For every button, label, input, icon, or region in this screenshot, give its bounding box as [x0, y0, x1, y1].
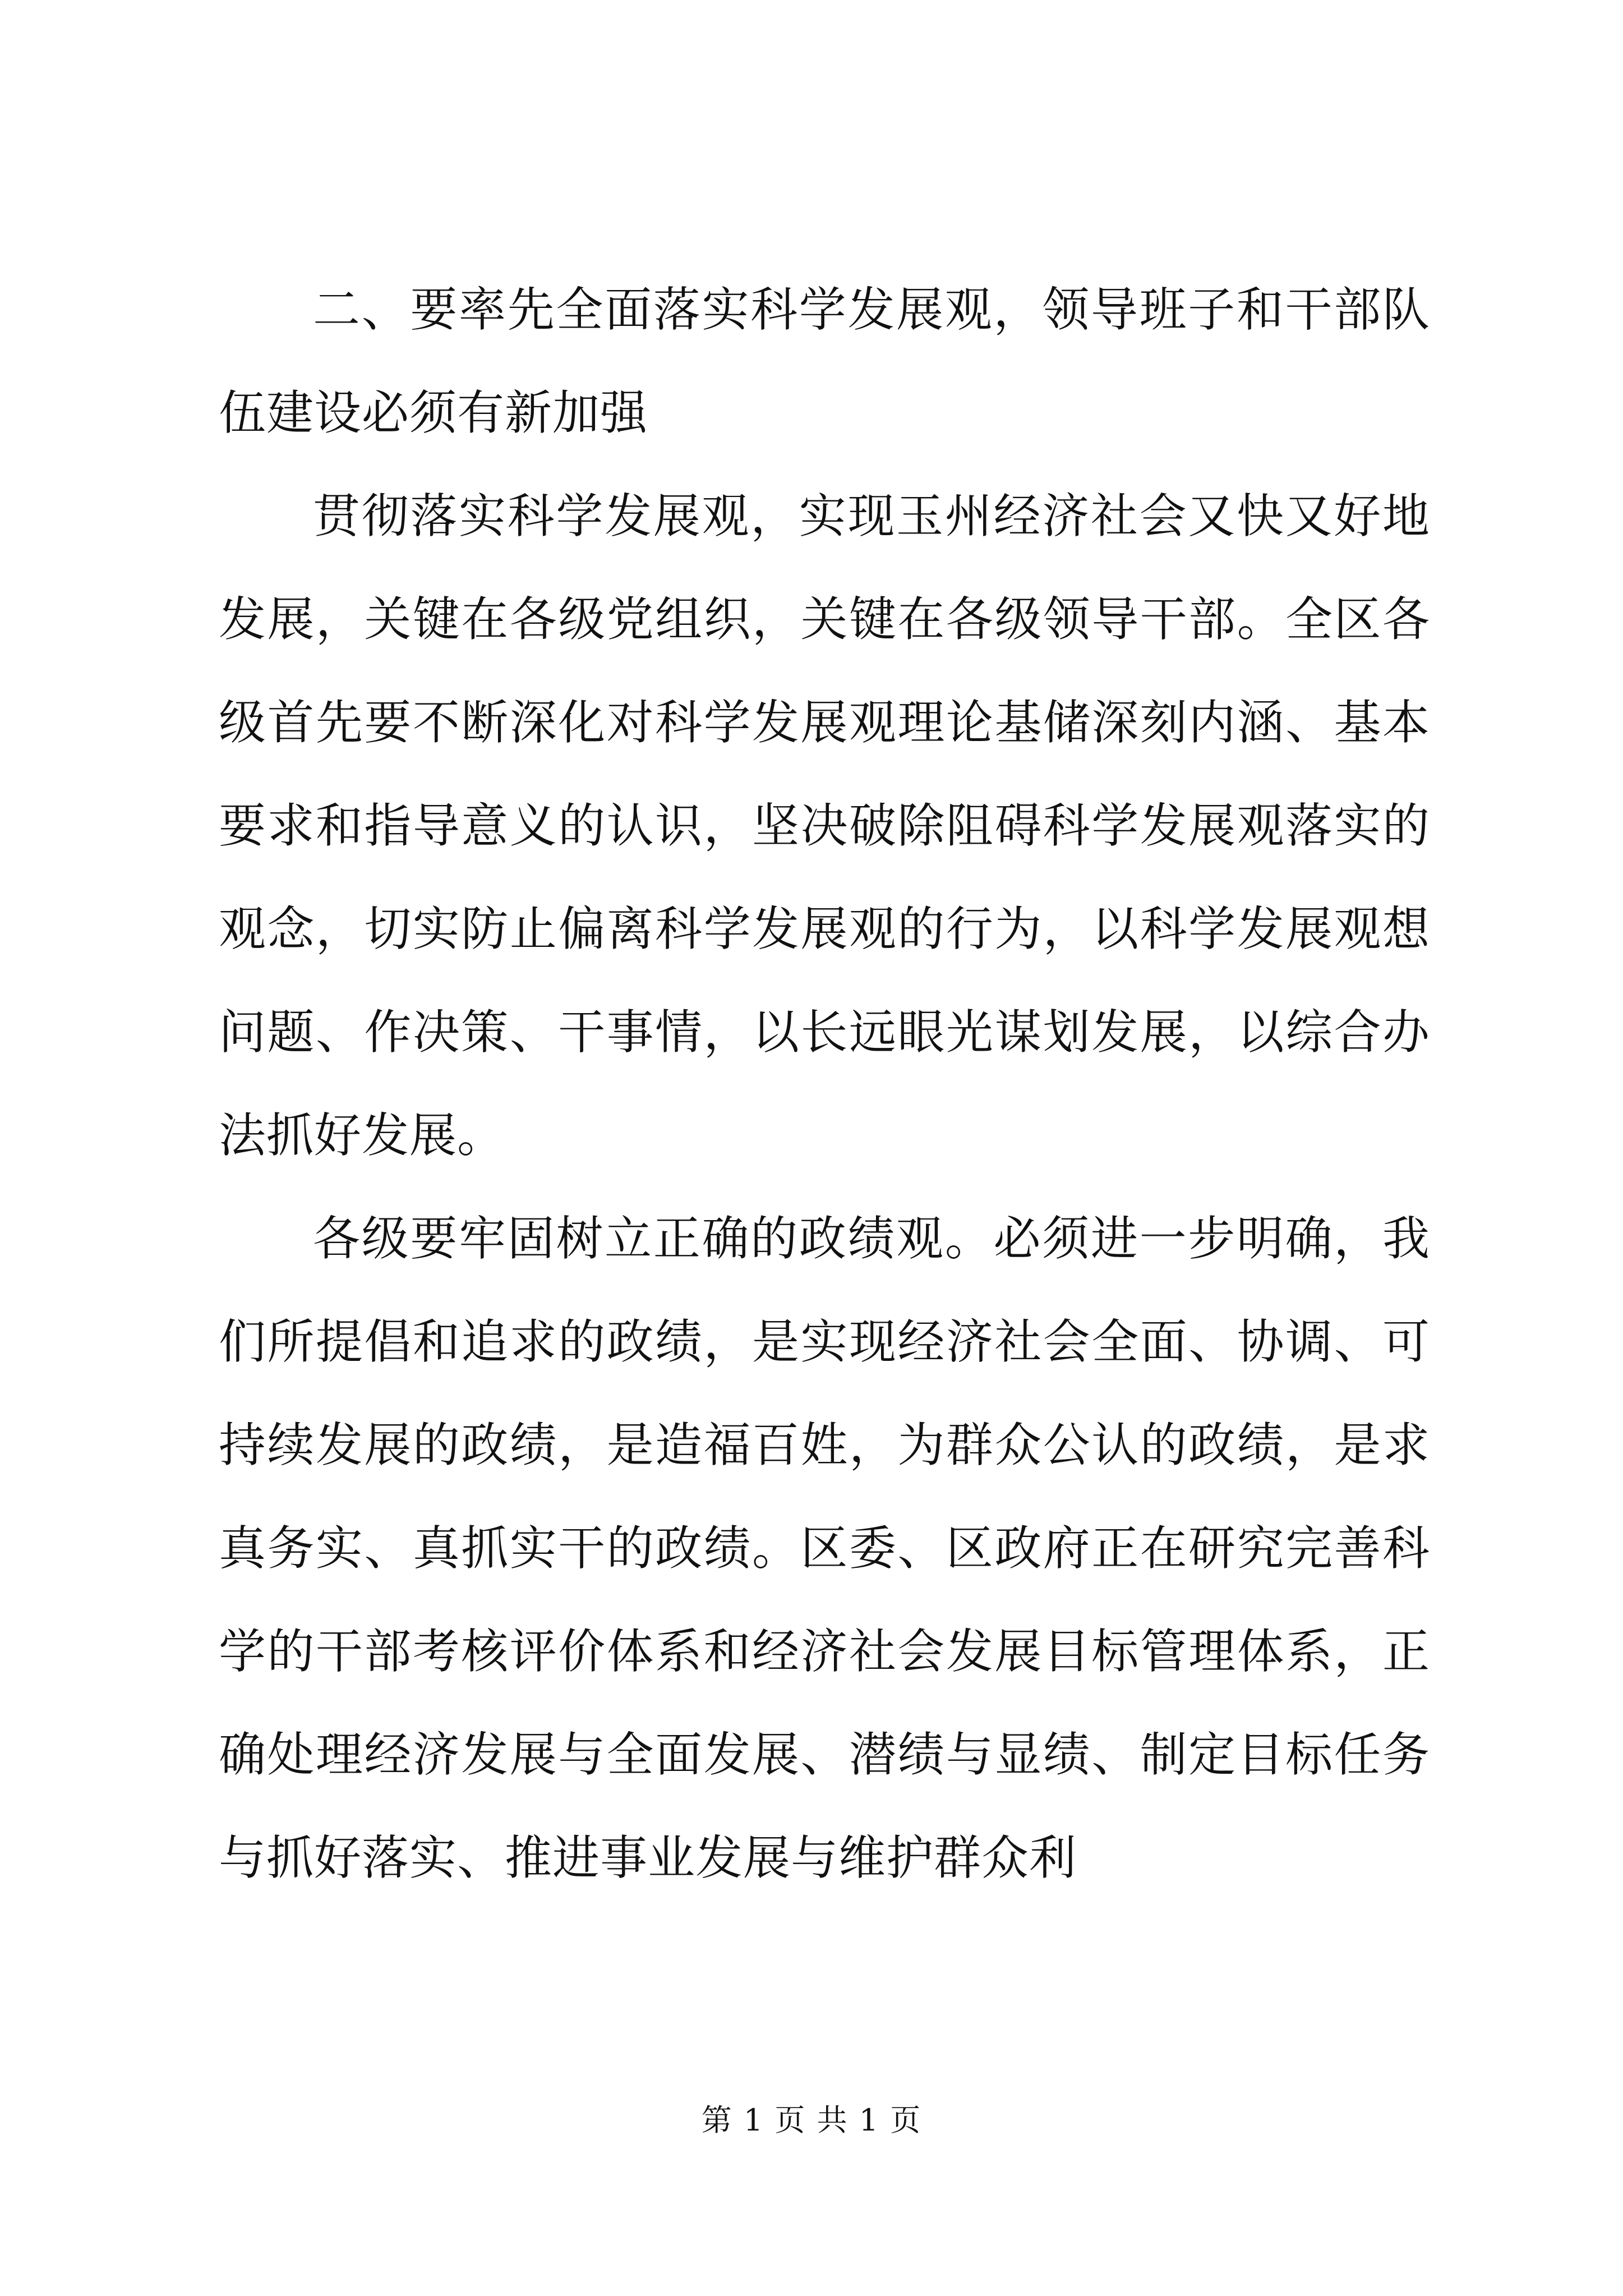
section-heading: 二、要率先全面落实科学发展观，领导班子和干部队伍建设必须有新加强 — [219, 282, 1430, 440]
body-paragraph: 贯彻落实科学发展观，实现玉州经济社会又快又好地发展，关键在各级党组织，关键在各级领导干部。全区各级首先要不断深化对科学发展观理论基储深刻内涵、基本要求和指导意义的认识，坚决破除阻碍科学发展观落实的观念，切实防止偏离科学发展观的行为，以科学发展观想问题、作决策、干事情，以长远眼光谋划发展，以综合办法抓好发展。 — [219, 489, 1430, 1163]
document-body — [219, 258, 1430, 1910]
body-paragraph: 各级要牢固树立正确的政绩观。必须进一步明确，我们所提倡和追求的政绩，是实现经济社会全面、协调、可持续发展的政绩，是造福百姓，为群众公认的政绩，是求真务实、真抓实干的政绩。区委、区政府正在研究完善科学的干部考核评价体系和经济社会发展目标管理体系，正确处理经济发展与全面发展、潜绩与显绩、制定目标任务与抓好落实、推进事业发展与维护群众利 — [219, 1211, 1430, 1885]
page-number-label: 第 1 页 共 1 页 — [701, 2102, 922, 2138]
page-footer — [0, 2098, 1623, 2143]
